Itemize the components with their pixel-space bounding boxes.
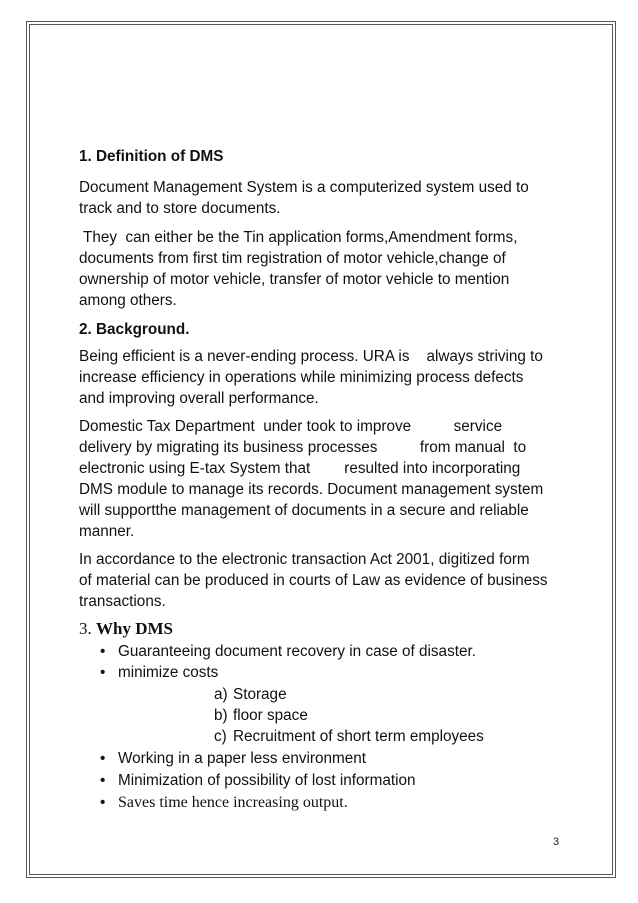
- bullet-icon: •: [100, 750, 106, 767]
- list-item: [100, 748, 366, 769]
- sub-list-text: Storage: [233, 686, 287, 703]
- section-3-number: 3.: [79, 619, 92, 638]
- paragraph-line: of material can be produced in courts of Law as evidence of business: [79, 572, 548, 589]
- paragraph-line: manner.: [79, 523, 135, 540]
- paragraph-line: Document Management System is a computerized system used to: [79, 179, 529, 196]
- paragraph-line: They can either be the Tin application forms,Amendment forms,: [79, 229, 518, 246]
- section-3-title: Why DMS: [96, 619, 173, 638]
- paragraph-line: transactions.: [79, 593, 166, 610]
- paragraph-line: documents from first tim registration of motor vehicle,change of: [79, 250, 506, 267]
- sub-list-text: Recruitment of short term employees: [233, 728, 484, 745]
- sub-list-item: [214, 705, 308, 726]
- list-item-text: Working in a paper less environment: [118, 750, 366, 767]
- section-3-heading: [79, 618, 173, 639]
- list-item: [100, 641, 476, 662]
- list-item-text: Guaranteeing document recovery in case of disaster.: [118, 643, 476, 660]
- paragraph-line: electronic using E-tax System that resulted into incorporating: [79, 460, 521, 477]
- section-1-heading: 1. Definition of DMS: [79, 148, 224, 165]
- paragraph-line: track and to store documents.: [79, 200, 281, 217]
- sub-list-label: b): [214, 707, 228, 724]
- sub-list-text: floor space: [233, 707, 308, 724]
- paragraph-line: In accordance to the electronic transaction Act 2001, digitized form: [79, 551, 530, 568]
- bullet-icon: •: [100, 643, 106, 660]
- sub-list-item: [214, 684, 287, 705]
- paragraph-line: will supportthe management of documents in a secure and reliable: [79, 502, 529, 519]
- paragraph-line: Domestic Tax Department under took to improve service: [79, 418, 503, 435]
- list-item: [100, 770, 416, 791]
- paragraph-line: Being efficient is a never-ending process. URA is always striving to: [79, 348, 543, 365]
- paragraph-line: among others.: [79, 292, 177, 309]
- paragraph-line: DMS module to manage its records. Document management system: [79, 481, 544, 498]
- bullet-icon: •: [100, 664, 106, 681]
- bullet-icon: •: [100, 772, 106, 789]
- paragraph-line: increase efficiency in operations while minimizing process defects: [79, 369, 524, 386]
- paragraph-line: and improving overall performance.: [79, 390, 319, 407]
- sub-list-label: c): [214, 728, 227, 745]
- section-2-heading: 2. Background.: [79, 321, 190, 338]
- sub-list-label: a): [214, 686, 228, 703]
- paragraph-line: ownership of motor vehicle, transfer of motor vehicle to mention: [79, 271, 510, 288]
- list-item-text: Saves time hence increasing output.: [118, 794, 348, 811]
- list-item: [100, 792, 348, 813]
- list-item: [100, 662, 218, 683]
- sub-list-item: [214, 726, 484, 747]
- paragraph-line: delivery by migrating its business processes from manual to: [79, 439, 527, 456]
- page-number: 3: [553, 836, 560, 848]
- bullet-icon: •: [100, 794, 106, 811]
- list-item-text: minimize costs: [118, 664, 219, 681]
- list-item-text: Minimization of possibility of lost information: [118, 772, 416, 789]
